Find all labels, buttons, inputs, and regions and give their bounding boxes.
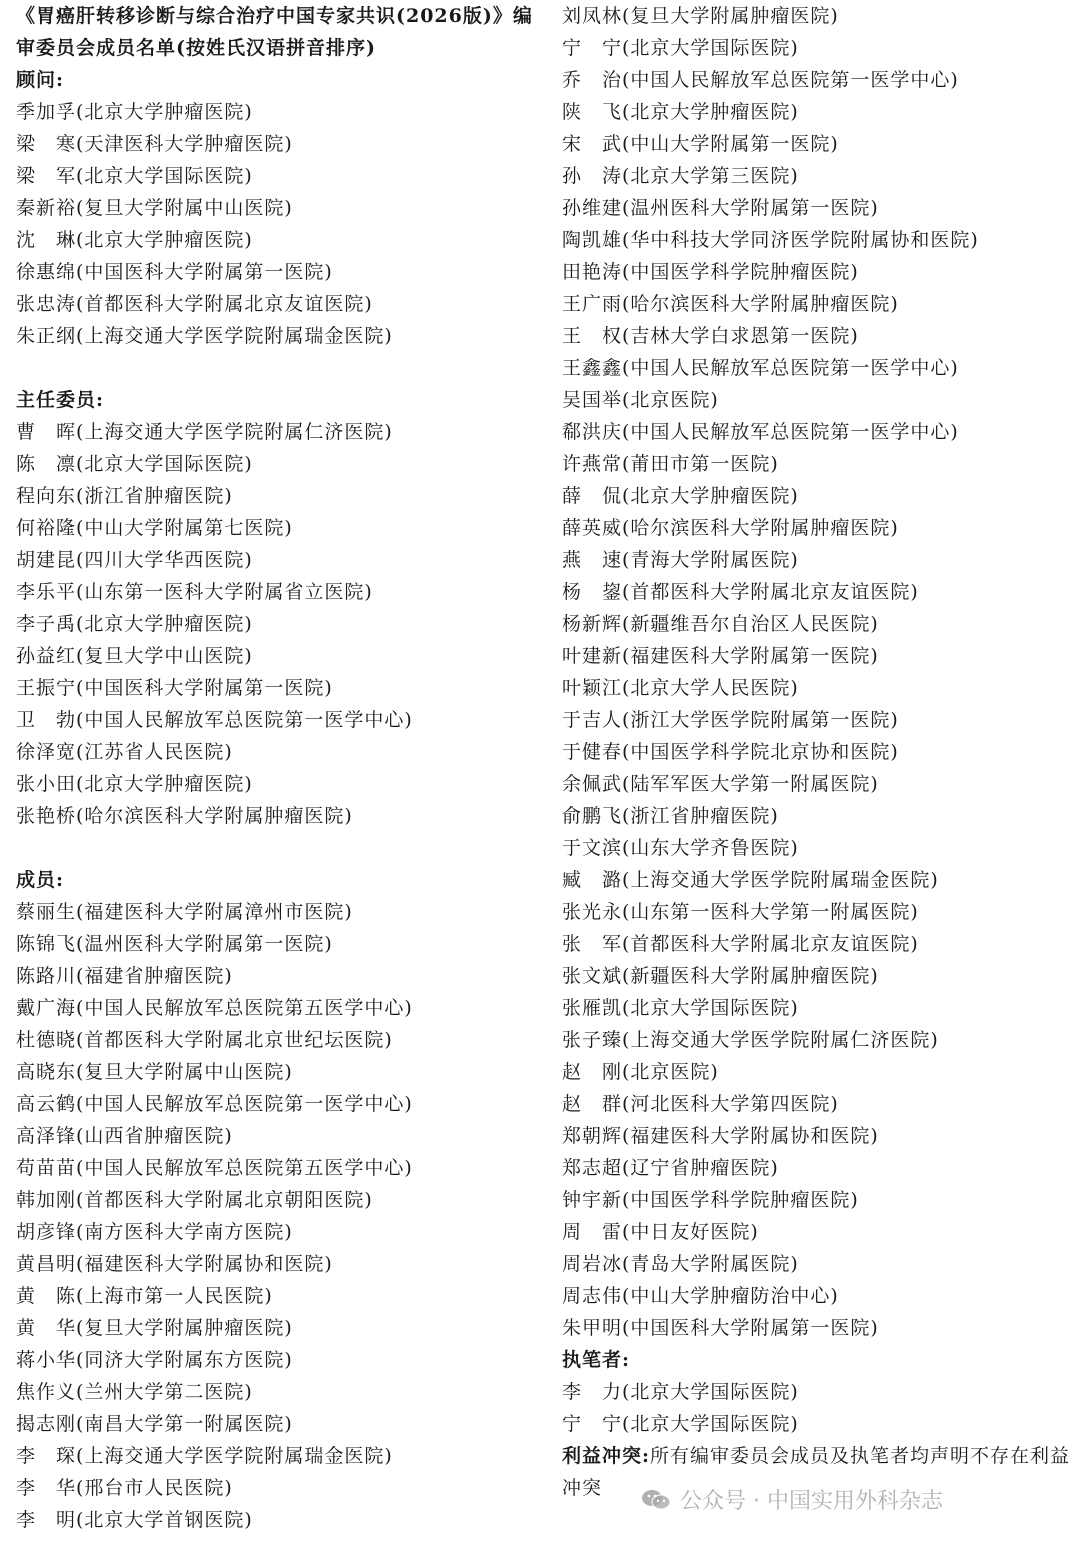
- chairs-heading: 主任委员:: [16, 389, 105, 411]
- members-list-right: [562, 0, 1072, 1344]
- member-entry: 余佩武(陆军军医大学第一附属医院): [562, 773, 879, 795]
- member-entry: 高泽锋(山西省肿瘤医院): [16, 1125, 233, 1147]
- chairs-list: [16, 416, 536, 832]
- member-entry: 何裕隆(中山大学附属第七医院): [16, 517, 293, 539]
- member-entry: 张雁凯(北京大学国际医院): [562, 997, 799, 1019]
- member-entry: 王振宁(中国医科大学附属第一医院): [16, 677, 333, 699]
- member-entry: 宁 宁(北京大学国际医院): [562, 1413, 799, 1435]
- member-entry: 刘凤林(复旦大学附属肿瘤医院): [562, 5, 839, 27]
- member-entry: 李 华(邢台市人民医院): [16, 1477, 233, 1499]
- member-entry: 朱甲明(中国医科大学附属第一医院): [562, 1317, 879, 1339]
- member-entry: 黄 陈(上海市第一人民医院): [16, 1285, 273, 1307]
- member-entry: 于文滨(山东大学齐鲁医院): [562, 837, 799, 859]
- member-entry: 田艳涛(中国医学科学院肿瘤医院): [562, 261, 859, 283]
- watermark: [640, 1484, 943, 1515]
- conflict-label: 利益冲突:: [562, 1445, 651, 1467]
- document-title: 《胃癌肝转移诊断与综合治疗中国专家共识(2026版)》编审委员会成员名单(按姓氏汉语拼音排序): [16, 5, 533, 59]
- member-entry: 宋 武(中山大学附属第一医院): [562, 133, 839, 155]
- left-column: [16, 0, 536, 1536]
- member-entry: 梁 军(北京大学国际医院): [16, 165, 253, 187]
- member-entry: 薛 侃(北京大学肿瘤医院): [562, 485, 799, 507]
- member-entry: 李 力(北京大学国际医院): [562, 1381, 799, 1403]
- member-entry: 高云鹤(中国人民解放军总医院第一医学中心): [16, 1093, 413, 1115]
- member-entry: 卫 勃(中国人民解放军总医院第一医学中心): [16, 709, 413, 731]
- member-entry: 苟苗苗(中国人民解放军总医院第五医学中心): [16, 1157, 413, 1179]
- member-entry: 钟宇新(中国医学科学院肿瘤医院): [562, 1189, 859, 1211]
- member-entry: 陶凯雄(华中科技大学同济医学院附属协和医院): [562, 229, 979, 251]
- member-entry: 梁 寒(天津医科大学肿瘤医院): [16, 133, 293, 155]
- member-entry: 张小田(北京大学肿瘤医院): [16, 773, 253, 795]
- member-entry: 张子臻(上海交通大学医学院附属仁济医院): [562, 1029, 939, 1051]
- member-entry: 许燕常(莆田市第一医院): [562, 453, 779, 475]
- member-entry: 朱正纲(上海交通大学医学院附属瑞金医院): [16, 325, 393, 347]
- member-entry: 李子禹(北京大学肿瘤医院): [16, 613, 253, 635]
- member-entry: 李乐平(山东第一医科大学附属省立医院): [16, 581, 373, 603]
- member-entry: 孙维建(温州医科大学附属第一医院): [562, 197, 879, 219]
- member-entry: 揭志刚(南昌大学第一附属医院): [16, 1413, 293, 1435]
- member-entry: 戴广海(中国人民解放军总医院第五医学中心): [16, 997, 413, 1019]
- member-entry: 程向东(浙江省肿瘤医院): [16, 485, 233, 507]
- member-entry: 燕 速(青海大学附属医院): [562, 549, 799, 571]
- members-heading: 成员:: [16, 869, 65, 891]
- member-entry: 周岩冰(青岛大学附属医院): [562, 1253, 799, 1275]
- conflict-text: 所有编审委员会成员及执笔者均声明不存在利益冲突: [562, 1445, 1071, 1499]
- member-entry: 杨 鋆(首都医科大学附属北京友谊医院): [562, 581, 919, 603]
- member-entry: 韩加刚(首都医科大学附属北京朝阳医院): [16, 1189, 373, 1211]
- member-entry: 郑朝辉(福建医科大学附属协和医院): [562, 1125, 879, 1147]
- member-entry: 杜德晓(首都医科大学附属北京世纪坛医院): [16, 1029, 393, 1051]
- member-entry: 焦作义(兰州大学第二医院): [16, 1381, 253, 1403]
- member-entry: 季加孚(北京大学肿瘤医院): [16, 101, 253, 123]
- member-entry: 秦新裕(复旦大学附属中山医院): [16, 197, 293, 219]
- member-entry: 王鑫鑫(中国人民解放军总医院第一医学中心): [562, 357, 959, 379]
- member-entry: 沈 琳(北京大学肿瘤医院): [16, 229, 253, 251]
- writers-heading: 执笔者:: [562, 1349, 631, 1371]
- member-entry: 赵 群(河北医科大学第四医院): [562, 1093, 839, 1115]
- member-entry: 蔡丽生(福建医科大学附属漳州市医院): [16, 901, 353, 923]
- member-entry: 周志伟(中山大学肿瘤防治中心): [562, 1285, 839, 1307]
- member-entry: 陈锦飞(温州医科大学附属第一医院): [16, 933, 333, 955]
- advisors-list: [16, 96, 536, 352]
- member-entry: 胡彦锋(南方医科大学南方医院): [16, 1221, 293, 1243]
- member-entry: 王广雨(哈尔滨医科大学附属肿瘤医院): [562, 293, 899, 315]
- member-entry: 叶建新(福建医科大学附属第一医院): [562, 645, 879, 667]
- member-entry: 吴国举(北京医院): [562, 389, 719, 411]
- member-entry: 徐泽宽(江苏省人民医院): [16, 741, 233, 763]
- member-entry: 于健春(中国医学科学院北京协和医院): [562, 741, 899, 763]
- member-entry: 陈 凛(北京大学国际医院): [16, 453, 253, 475]
- member-entry: 王 权(吉林大学白求恩第一医院): [562, 325, 859, 347]
- member-entry: 张忠涛(首都医科大学附属北京友谊医院): [16, 293, 373, 315]
- member-entry: 臧 潞(上海交通大学医学院附属瑞金医院): [562, 869, 939, 891]
- member-entry: 张艳桥(哈尔滨医科大学附属肿瘤医院): [16, 805, 353, 827]
- member-entry: 俞鹏飞(浙江省肿瘤医院): [562, 805, 779, 827]
- member-entry: 郑志超(辽宁省肿瘤医院): [562, 1157, 779, 1179]
- member-entry: 孙 涛(北京大学第三医院): [562, 165, 799, 187]
- member-entry: 叶颖江(北京大学人民医院): [562, 677, 799, 699]
- member-entry: 胡建昆(四川大学华西医院): [16, 549, 253, 571]
- member-entry: 杨新辉(新疆维吾尔自治区人民医院): [562, 613, 879, 635]
- member-entry: 薛英威(哈尔滨医科大学附属肿瘤医院): [562, 517, 899, 539]
- member-entry: 陈路川(福建省肿瘤医院): [16, 965, 233, 987]
- member-entry: 李 明(北京大学首钢医院): [16, 1509, 253, 1531]
- member-entry: 陕 飞(北京大学肿瘤医院): [562, 101, 799, 123]
- member-entry: 乔 治(中国人民解放军总医院第一医学中心): [562, 69, 959, 91]
- member-entry: 张文斌(新疆医科大学附属肿瘤医院): [562, 965, 879, 987]
- member-entry: 于吉人(浙江大学医学院附属第一医院): [562, 709, 899, 731]
- member-entry: 蒋小华(同济大学附属东方医院): [16, 1349, 293, 1371]
- right-column: [562, 0, 1072, 1504]
- member-entry: 李 琛(上海交通大学医学院附属瑞金医院): [16, 1445, 393, 1467]
- member-entry: 徐惠绵(中国医科大学附属第一医院): [16, 261, 333, 283]
- members-list-left: [16, 896, 536, 1536]
- member-entry: 宁 宁(北京大学国际医院): [562, 37, 799, 59]
- member-entry: 黄昌明(福建医科大学附属协和医院): [16, 1253, 333, 1275]
- member-entry: 周 雷(中日友好医院): [562, 1221, 759, 1243]
- writers-list: [562, 1376, 1072, 1440]
- member-entry: 张 军(首都医科大学附属北京友谊医院): [562, 933, 919, 955]
- member-entry: 黄 华(复旦大学附属肿瘤医院): [16, 1317, 293, 1339]
- advisors-heading: 顾问:: [16, 69, 65, 91]
- watermark-text: 公众号 · 中国实用外科杂志: [680, 1489, 943, 1514]
- wechat-icon: [640, 1488, 672, 1512]
- member-entry: 孙益红(复旦大学中山医院): [16, 645, 253, 667]
- member-entry: 曹 晖(上海交通大学医学院附属仁济医院): [16, 421, 393, 443]
- member-entry: 郗洪庆(中国人民解放军总医院第一医学中心): [562, 421, 959, 443]
- member-entry: 高晓东(复旦大学附属中山医院): [16, 1061, 293, 1083]
- member-entry: 张光永(山东第一医科大学第一附属医院): [562, 901, 919, 923]
- member-entry: 赵 刚(北京医院): [562, 1061, 719, 1083]
